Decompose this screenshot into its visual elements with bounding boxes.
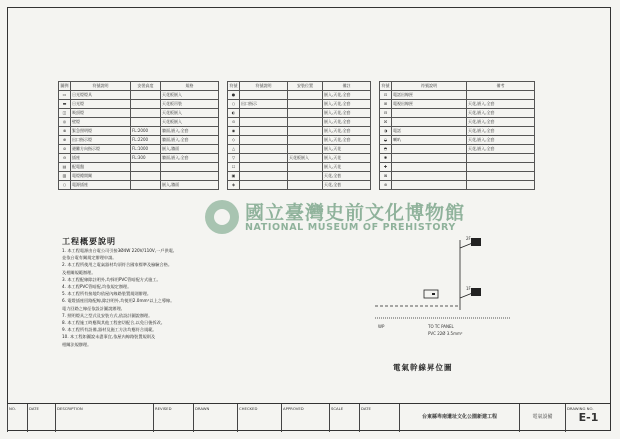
legend-cell: 牆面,嵌入,全套: [161, 136, 219, 145]
panel-upper-fill: [471, 238, 481, 246]
legend-row: [380, 109, 535, 118]
legend-cell: 嵌入,天花,全套: [323, 127, 371, 136]
museum-watermark: [205, 198, 466, 240]
legend-symbol-icon: ◒: [380, 136, 392, 145]
legend-symbol-icon: ▬: [59, 100, 71, 109]
legend-cell: 嵌入,天花: [323, 154, 371, 163]
legend-table-devices: [227, 81, 371, 190]
legend-cell: 天花,嵌入,全套: [467, 145, 535, 154]
legend-cell: [240, 172, 288, 181]
legend-row: [59, 100, 219, 109]
tb-date-2: DATE: [359, 404, 399, 432]
legend-cell: [288, 172, 323, 181]
legend-cell: 電視出線匣: [392, 100, 467, 109]
legend-symbol-icon: ◉: [228, 127, 240, 136]
legend-symbol-icon: ▥: [59, 172, 71, 181]
legend-row: [228, 163, 371, 172]
legend-cell: [288, 91, 323, 100]
legend-cell: 出口指示: [240, 100, 288, 109]
legend-row: [228, 127, 371, 136]
label-to-panel: TO TC PANEL: [428, 324, 454, 329]
legend-cell: 日光燈燈具: [71, 91, 131, 100]
legend-cell: [131, 181, 161, 190]
legend-header-row: [59, 82, 219, 91]
legend-row: [59, 145, 219, 154]
note-item: 5. 本工程所有接地均依屋內線路裝置規則辦理。: [62, 291, 152, 297]
legend-cell: 電源插座: [71, 181, 131, 190]
tb-checked: CHECKED: [237, 404, 281, 432]
legend-cell: [240, 181, 288, 190]
legend-symbol-icon: ○: [228, 100, 240, 109]
legend-symbol-icon: ⊡: [380, 91, 392, 100]
note-item: 並依台電有關規定辦理申請。: [62, 255, 117, 261]
legend-symbol-icon: ☒: [380, 118, 392, 127]
watermark-chinese: 國立臺灣史前文化博物館: [245, 202, 466, 224]
legend-header-cell: 符號說明: [71, 82, 131, 91]
legend-row: [380, 163, 535, 172]
note-item: 10. 本工程如圖說未盡事宜,依屋內線路裝置規則及: [62, 334, 156, 340]
notes-list: [62, 247, 277, 348]
legend-cell: 嵌入,天花,全套: [323, 136, 371, 145]
legend-cell: 吸頂燈: [71, 109, 131, 118]
legend-cell: FL:1000: [131, 145, 161, 154]
legend-row: [228, 118, 371, 127]
legend-header-cell: 備註: [323, 82, 371, 91]
museum-logo-icon: [205, 200, 239, 234]
legend-row: [228, 136, 371, 145]
legend-symbol-icon: ◎: [59, 118, 71, 127]
legend-cell: [240, 154, 288, 163]
legend-cell: [288, 181, 323, 190]
legend-row: [380, 118, 535, 127]
legend-header-cell: 備考: [467, 82, 535, 91]
legend-table-communication: [379, 81, 535, 190]
legend-cell: 天花,嵌入,全套: [467, 100, 535, 109]
legend-symbol-icon: ◓: [380, 145, 392, 154]
legend-header-cell: 符號說明: [240, 82, 288, 91]
legend-row: [59, 127, 219, 136]
legend-cell: [467, 91, 535, 100]
legend-row: [59, 118, 219, 127]
riser-diagram-title: 電氣幹線昇位圖: [393, 363, 453, 372]
legend-symbol-icon: ⊙: [228, 118, 240, 127]
legend-cell: 壁燈: [71, 118, 131, 127]
legend-header-cell: 圖例: [59, 82, 71, 91]
legend-row: [228, 100, 371, 109]
legend-cell: 嵌入,天花,全套: [323, 118, 371, 127]
legend-cell: [240, 118, 288, 127]
legend-symbol-icon: ⊠: [380, 172, 392, 181]
legend-cell: [392, 181, 467, 190]
legend-row: [228, 145, 371, 154]
legend-cell: 出口指示燈: [71, 136, 131, 145]
legend-symbol-icon: ▤: [59, 163, 71, 172]
legend-symbol-icon: ◫: [59, 109, 71, 118]
legend-cell: [288, 109, 323, 118]
panel-box: [424, 290, 438, 298]
legend-symbol-icon: ◇: [228, 136, 240, 145]
legend-symbol-icon: ⊞: [380, 100, 392, 109]
tb-approved: APPROVED: [281, 404, 329, 432]
legend-row: [380, 145, 535, 154]
legend-header-cell: 符號: [228, 82, 240, 91]
legend-cell: FL:2000: [131, 127, 161, 136]
legend-cell: [392, 172, 467, 181]
legend-cell: 配電盤: [71, 163, 131, 172]
legend-cell: 天花,全套: [323, 172, 371, 181]
legend-symbol-icon: ✚: [380, 163, 392, 172]
legend-header-cell: 安裝高度: [131, 82, 161, 91]
legend-row: [380, 91, 535, 100]
note-item: 7. 照明燈具之型式及安裝方式,依設計圖說辦理。: [62, 312, 153, 318]
legend-row: [228, 181, 371, 190]
legend-cell: [467, 163, 535, 172]
legend-cell: [392, 154, 467, 163]
legend-cell: [467, 154, 535, 163]
legend-cell: 天花,全套: [323, 181, 371, 190]
legend-cell: [392, 145, 467, 154]
legend-cell: [288, 100, 323, 109]
legend-cell: [392, 109, 467, 118]
legend-row: [380, 181, 535, 190]
tb-drawn: DRAWN: [193, 404, 237, 432]
legend-cell: [288, 145, 323, 154]
note-item: 3. 本工程配線除註明外,均採用PVC管暗配方式施工。: [62, 276, 161, 282]
tb-scale: SCALE: [329, 404, 359, 432]
legend-symbol-icon: △: [228, 145, 240, 154]
legend-cell: [240, 109, 288, 118]
sheet-number-cell: [565, 404, 611, 432]
notes-title: 工程概要說明: [62, 237, 116, 246]
legend-row: [59, 163, 219, 172]
legend-cell: [131, 100, 161, 109]
legend-header-row: [228, 82, 371, 91]
legend-row: [59, 91, 219, 100]
label-2f: 2F: [466, 236, 471, 241]
legend-cell: [240, 127, 288, 136]
legend-cell: [288, 118, 323, 127]
legend-symbol-icon: ⊕: [59, 136, 71, 145]
legend-cell: 嵌入,天花,全套: [323, 91, 371, 100]
legend-row: [380, 100, 535, 109]
legend-cell: [131, 118, 161, 127]
legend-symbol-icon: ○: [59, 181, 71, 190]
legend-cell: [240, 136, 288, 145]
legend-row: [59, 109, 219, 118]
legend-cell: [240, 91, 288, 100]
legend-cell: [288, 136, 323, 145]
legend-row: [380, 154, 535, 163]
label-wp: WP: [378, 324, 385, 329]
project-name: 台東縣卑南遺址文化公園新建工程: [399, 404, 519, 432]
legend-cell: 天花板嵌入: [161, 118, 219, 127]
legend-symbol-icon: ●: [228, 91, 240, 100]
legend-cell: 天花板嵌入: [161, 109, 219, 118]
legend-row: [228, 172, 371, 181]
legend-symbol-icon: ▽: [228, 154, 240, 163]
legend-cell: [288, 163, 323, 172]
note-item: 相關法規辦理。: [62, 341, 92, 347]
legend-cell: 天花板吊裝: [161, 100, 219, 109]
legend-cell: [467, 172, 535, 181]
legend-symbol-icon: ▭: [59, 91, 71, 100]
legend-symbol-icon: ◈: [228, 181, 240, 190]
legend-cell: 電話: [392, 127, 467, 136]
legend-cell: 牆面,嵌入,全套: [161, 127, 219, 136]
title-block: [7, 403, 611, 432]
tb-no: NO.: [7, 404, 27, 432]
legend-cell: 避難方向指示燈: [71, 145, 131, 154]
legend-row: [380, 136, 535, 145]
legend-cell: 嵌入,牆面: [161, 145, 219, 154]
legend-cell: 天花,嵌入,全套: [467, 109, 535, 118]
drawing-title: 電氣設備: [519, 404, 565, 432]
note-item: 6. 電燈插座回路配線,除註明外,均使用2.0mm²以上之導線。: [62, 298, 175, 304]
legend-cell: 嵌入,天花,全套: [323, 109, 371, 118]
legend-symbol-icon: ⊗: [59, 127, 71, 136]
legend-cell: [240, 163, 288, 172]
note-item: 及相關規範辦理。: [62, 269, 96, 275]
legend-header-cell: 符號: [380, 82, 392, 91]
legend-cell: [161, 163, 219, 172]
legend-cell: 喇叭: [392, 136, 467, 145]
legend-symbol-icon: ⊘: [59, 145, 71, 154]
legend-cell: [392, 118, 467, 127]
legend-cell: [161, 172, 219, 181]
legend-cell: 插座: [71, 154, 131, 163]
legend-symbol-icon: ▣: [228, 172, 240, 181]
tb-date: DATE: [27, 404, 55, 432]
legend-symbol-icon: ◑: [380, 127, 392, 136]
legend-cell: [467, 181, 535, 190]
legend-cell: 嵌入,天花: [323, 145, 371, 154]
legend-symbol-icon: ⊖: [59, 154, 71, 163]
label-pvc: PVC 22Ø 3.5mm²: [428, 331, 463, 336]
legend-cell: 天花板嵌入: [288, 154, 323, 163]
legend-row: [59, 136, 219, 145]
note-item: 4. 本工程PVC管暗配,均依規定辦理。: [62, 284, 132, 290]
legend-cell: 緊急照明燈: [71, 127, 131, 136]
legend-cell: [131, 172, 161, 181]
legend-cell: [240, 145, 288, 154]
legend-cell: [288, 127, 323, 136]
legend-cell: 嵌入,天花: [323, 163, 371, 172]
tb-revised: REVISED: [153, 404, 193, 432]
legend-cell: 電燈總開關: [71, 172, 131, 181]
legend-cell: 天花板嵌入: [161, 91, 219, 100]
legend-row: [59, 172, 219, 181]
watermark-english: NATIONAL MUSEUM OF PREHISTORY: [245, 222, 456, 233]
legend-row: [380, 172, 535, 181]
legend-symbol-icon: ✱: [380, 154, 392, 163]
legend-row: [228, 91, 371, 100]
legend-cell: FL:300: [131, 154, 161, 163]
legend-cell: 天花,嵌入,全套: [467, 127, 535, 136]
legend-row: [228, 109, 371, 118]
tb-description: DESCRIPTION: [55, 404, 153, 432]
note-item: 8. 本工程施工時應與其他工程密切配合,以免日後拆改。: [62, 320, 165, 326]
note-item: 9. 本工程所有設備,器材及施工方法均應符合規範。: [62, 327, 157, 333]
legend-cell: [131, 163, 161, 172]
sheet-number: E-1: [578, 411, 599, 424]
note-item: 1. 本工程電源由台電公司引接3Ø4W 220V/110V,一戶供電,: [62, 248, 175, 253]
panel-lower-fill: [471, 288, 481, 296]
legend-header-cell: 安裝位置: [288, 82, 323, 91]
legend-cell: 天花,嵌入,全套: [467, 118, 535, 127]
legend-cell: 嵌入,牆面: [161, 181, 219, 190]
label-1f: 1F: [466, 286, 471, 291]
legend-cell: 電話出線匣: [392, 91, 467, 100]
note-item: 2. 本工程所使用之電氣器材均須符合國家標準及檢驗合格。: [62, 262, 173, 268]
legend-row: [380, 127, 535, 136]
legend-symbol-icon: ☐: [228, 163, 240, 172]
legend-cell: [131, 109, 161, 118]
legend-cell: [392, 163, 467, 172]
note-item: 電力回路之線徑依設計圖說辦理。: [62, 305, 125, 311]
legend-cell: 牆面,嵌入,全套: [161, 154, 219, 163]
legend-cell: 日光燈: [71, 100, 131, 109]
legend-symbol-icon: ◐: [228, 109, 240, 118]
legend-table-lighting: [58, 81, 219, 190]
legend-header-cell: 符號說明: [392, 82, 467, 91]
legend-symbol-icon: ⊟: [380, 109, 392, 118]
legend-header-cell: 規格: [161, 82, 219, 91]
legend-row: [59, 181, 219, 190]
legend-cell: FL:2200: [131, 136, 161, 145]
legend-symbol-icon: ⊛: [380, 181, 392, 190]
legend-cell: 天花,嵌入,全套: [467, 136, 535, 145]
sheet-label: DRAWING NO.: [567, 406, 594, 411]
legend-cell: 嵌入,天花,全套: [323, 100, 371, 109]
legend-row: [59, 154, 219, 163]
legend-header-row: [380, 82, 535, 91]
legend-cell: [131, 91, 161, 100]
legend-row: [228, 154, 371, 163]
